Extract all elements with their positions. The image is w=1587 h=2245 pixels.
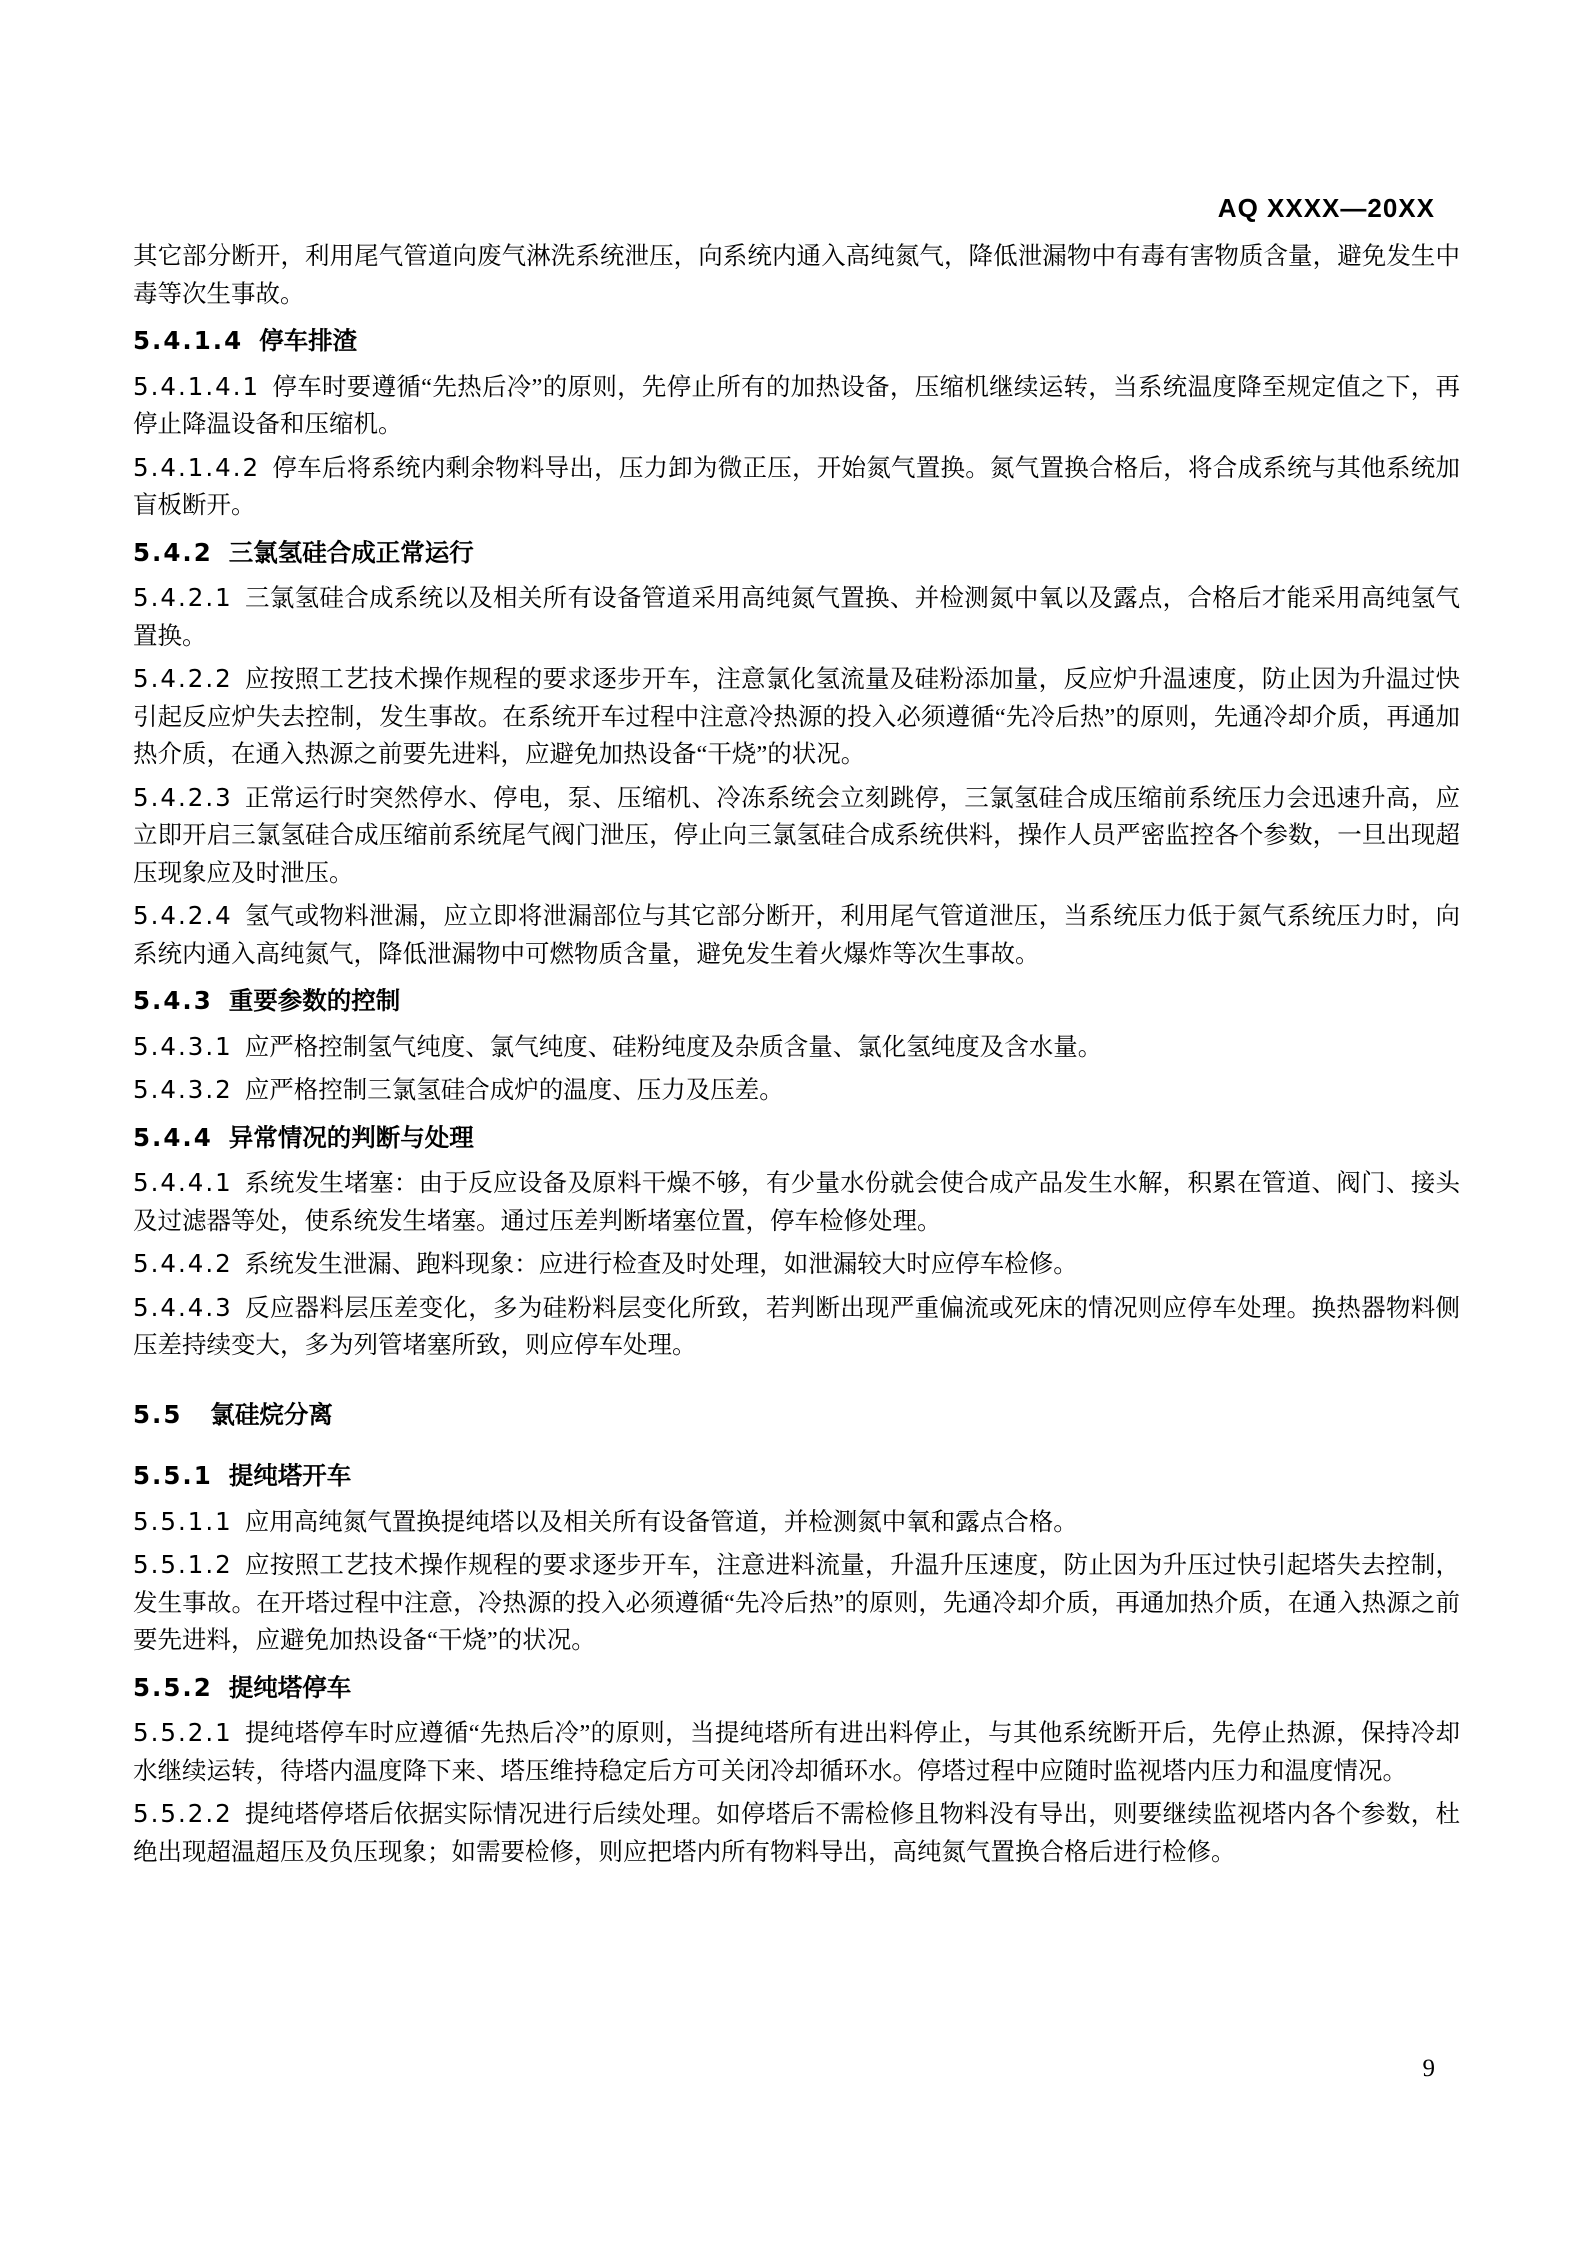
paragraph-5.4.2.4 bbox=[133, 897, 1460, 973]
paragraph-5.4.3.1 bbox=[133, 1028, 1460, 1067]
clause-number: 5.5.1.2 bbox=[133, 1550, 233, 1579]
clause-text: 停车排渣 bbox=[259, 328, 358, 355]
clause-number: 5.5.2.2 bbox=[133, 1799, 233, 1828]
clause-text: 反应器料层压差变化，多为硅粉料层变化所致，若判断出现严重偏流或死床的情况则应停车处理。换热器物料侧压差持续变大，多为列管堵塞所致，则应停车处理。 bbox=[133, 1294, 1460, 1359]
clause-number: 5.4.2.1 bbox=[133, 583, 233, 612]
clause-number: 5.4.4 bbox=[133, 1122, 213, 1152]
paragraph-5.4.2.2 bbox=[133, 660, 1460, 774]
clause-number: 5.5.2 bbox=[133, 1672, 213, 1702]
clause-text: 其它部分断开，利用尾气管道向废气淋洗系统泄压，向系统内通入高纯氮气，降低泄漏物中有毒有害物质含量，避免发生中毒等次生事故。 bbox=[133, 243, 1460, 308]
clause-text: 三氯氢硅合成正常运行 bbox=[228, 539, 474, 567]
paragraph-5.5.2.1 bbox=[133, 1714, 1460, 1790]
clause-text: 系统发生泄漏、跑料现象：应进行检查及时处理，如泄漏较大时应停车检修。 bbox=[244, 1251, 1078, 1278]
clause-number: 5.4.2.2 bbox=[133, 664, 233, 693]
paragraph-5.5.1.2 bbox=[133, 1546, 1460, 1660]
clause-text: 停车时要遵循“先热后冷”的原则，先停止所有的加热设备，压缩机继续运转，当系统温度降至规定值之下，再停止降温设备和压缩机。 bbox=[133, 373, 1460, 438]
clause-text: 应用高纯氮气置换提纯塔以及相关所有设备管道，并检测氮中氧和露点合格。 bbox=[244, 1508, 1078, 1536]
heading-5.5.2 bbox=[133, 1669, 1460, 1708]
clause-text: 异常情况的判断与处理 bbox=[228, 1124, 474, 1152]
clause-text: 氯硅烷分离 bbox=[210, 1401, 333, 1429]
clause-text: 三氯氢硅合成系统以及相关所有设备管道采用高纯氮气置换、并检测氮中氧以及露点，合格后才能采用高纯氢气置换。 bbox=[133, 585, 1460, 650]
document-body bbox=[133, 238, 1460, 1876]
paragraph-5.4.4.3 bbox=[133, 1289, 1460, 1365]
clause-text: 系统发生堵塞：由于反应设备及原料干燥不够，有少量水份就会使合成产品发生水解，积累在管道、阀门、接头及过滤器等处，使系统发生堵塞。通过压差判断堵塞位置，停车检修处理。 bbox=[133, 1170, 1460, 1235]
paragraph-5.4.3.2 bbox=[133, 1071, 1460, 1110]
clause-text: 应按照工艺技术操作规程的要求逐步开车，注意氯化氢流量及硅粉添加量，反应炉升温速度，防止因为升温过快引起反应炉失去控制，发生事故。在系统开车过程中注意冷热源的投入必须遵循“先冷后热”的原则，先通冷却介质，再通加热介质，在通入热源之前要先进料，应避免加热设备“干烧”的状况。 bbox=[133, 666, 1460, 768]
clause-text: 提纯塔停车时应遵循“先热后冷”的原则，当提纯塔所有进出料停止，与其他系统断开后，先停止热源，保持冷却水继续运转，待塔内温度降下来、塔压维持稳定后方可关闭冷却循环水。停塔过程中应随时监视塔内压力和温度情况。 bbox=[133, 1720, 1460, 1785]
clause-text: 应按照工艺技术操作规程的要求逐步开车，注意进料流量，升温升压速度，防止因为升压过快引起塔失去控制，发生事故。在开塔过程中注意，冷热源的投入必须遵循“先冷后热”的原则，先通冷却介质，再通加热介质，在通入热源之前要先进料，应避免加热设备“干烧”的状况。 bbox=[133, 1552, 1460, 1654]
clause-text: 提纯塔停车 bbox=[228, 1674, 352, 1702]
document-header-standard-code: AQ XXXX—20XX bbox=[1217, 193, 1435, 223]
clause-number: 5.5 bbox=[133, 1399, 183, 1429]
clause-number: 5.4.1.4 bbox=[133, 326, 244, 355]
clause-text: 正常运行时突然停水、停电，泵、压缩机、冷冻系统会立刻跳停，三氯氢硅合成压缩前系统压力会迅速升高，应立即开启三氯氢硅合成压缩前系统尾气阀门泄压，停止向三氯氢硅合成系统供料，操作人员严密监控各个参数，一旦出现超压现象应及时泄压。 bbox=[133, 784, 1460, 887]
clause-number: 5.4.3 bbox=[133, 986, 213, 1015]
heading-5.4.2 bbox=[133, 534, 1460, 573]
paragraph-5.4.1.4.1 bbox=[133, 368, 1460, 444]
heading-5.5 bbox=[133, 1396, 1460, 1435]
clause-number: 5.5.2.1 bbox=[133, 1718, 233, 1747]
clause-number: 5.4.4.3 bbox=[133, 1292, 233, 1322]
clause-number: 5.4.1.4.2 bbox=[133, 452, 261, 482]
heading-5.4.4 bbox=[133, 1119, 1460, 1158]
paragraph-5.5.1.1 bbox=[133, 1503, 1460, 1542]
clause-number: 5.4.3.2 bbox=[133, 1075, 233, 1104]
clause-number: 5.4.2.3 bbox=[133, 782, 233, 812]
paragraph-5.4.2.3 bbox=[133, 779, 1460, 893]
paragraph-5.5.2.2 bbox=[133, 1795, 1460, 1871]
page-number: 9 bbox=[1422, 2055, 1435, 2082]
heading-5.4.3 bbox=[133, 982, 1460, 1021]
clause-number: 5.5.1.1 bbox=[133, 1506, 233, 1536]
clause-text: 重要参数的控制 bbox=[228, 988, 401, 1015]
clause-number: 5.4.3.1 bbox=[133, 1031, 233, 1061]
paragraph-5.4.4.2 bbox=[133, 1245, 1460, 1284]
clause-number: 5.4.1.4.1 bbox=[133, 371, 261, 401]
clause-number: 5.4.2 bbox=[133, 537, 213, 567]
heading-5.5.1 bbox=[133, 1457, 1460, 1496]
paragraph-intro bbox=[133, 238, 1460, 313]
clause-text: 提纯塔开车 bbox=[228, 1463, 352, 1490]
clause-number: 5.4.4.1 bbox=[133, 1168, 233, 1197]
clause-text: 停车后将系统内剩余物料导出，压力卸为微正压，开始氮气置换。氮气置换合格后，将合成系统与其他系统加盲板断开。 bbox=[133, 454, 1460, 519]
heading-5.4.1.4 bbox=[133, 322, 1460, 361]
paragraph-5.4.1.4.2 bbox=[133, 449, 1460, 525]
paragraph-5.4.2.1 bbox=[133, 579, 1460, 655]
clause-text: 氢气或物料泄漏，应立即将泄漏部位与其它部分断开，利用尾气管道泄压，当系统压力低于氮气系统压力时，向系统内通入高纯氮气，降低泄漏物中可燃物质含量，避免发生着火爆炸等次生事故。 bbox=[133, 903, 1460, 968]
clause-text: 提纯塔停塔后依据实际情况进行后续处理。如停塔后不需检修且物料没有导出，则要继续监视塔内各个参数，杜绝出现超温超压及负压现象；如需要检修，则应把塔内所有物料导出，高纯氮气置换合格后进行检修。 bbox=[133, 1801, 1460, 1866]
clause-text: 应严格控制氢气纯度、氯气纯度、硅粉纯度及杂质含量、氯化氢纯度及含水量。 bbox=[244, 1033, 1103, 1061]
clause-number: 5.4.2.4 bbox=[133, 901, 233, 930]
clause-text: 应严格控制三氯氢硅合成炉的温度、压力及压差。 bbox=[244, 1077, 784, 1104]
paragraph-5.4.4.1 bbox=[133, 1164, 1460, 1240]
clause-number: 5.5.1 bbox=[133, 1461, 213, 1490]
clause-number: 5.4.4.2 bbox=[133, 1249, 233, 1278]
